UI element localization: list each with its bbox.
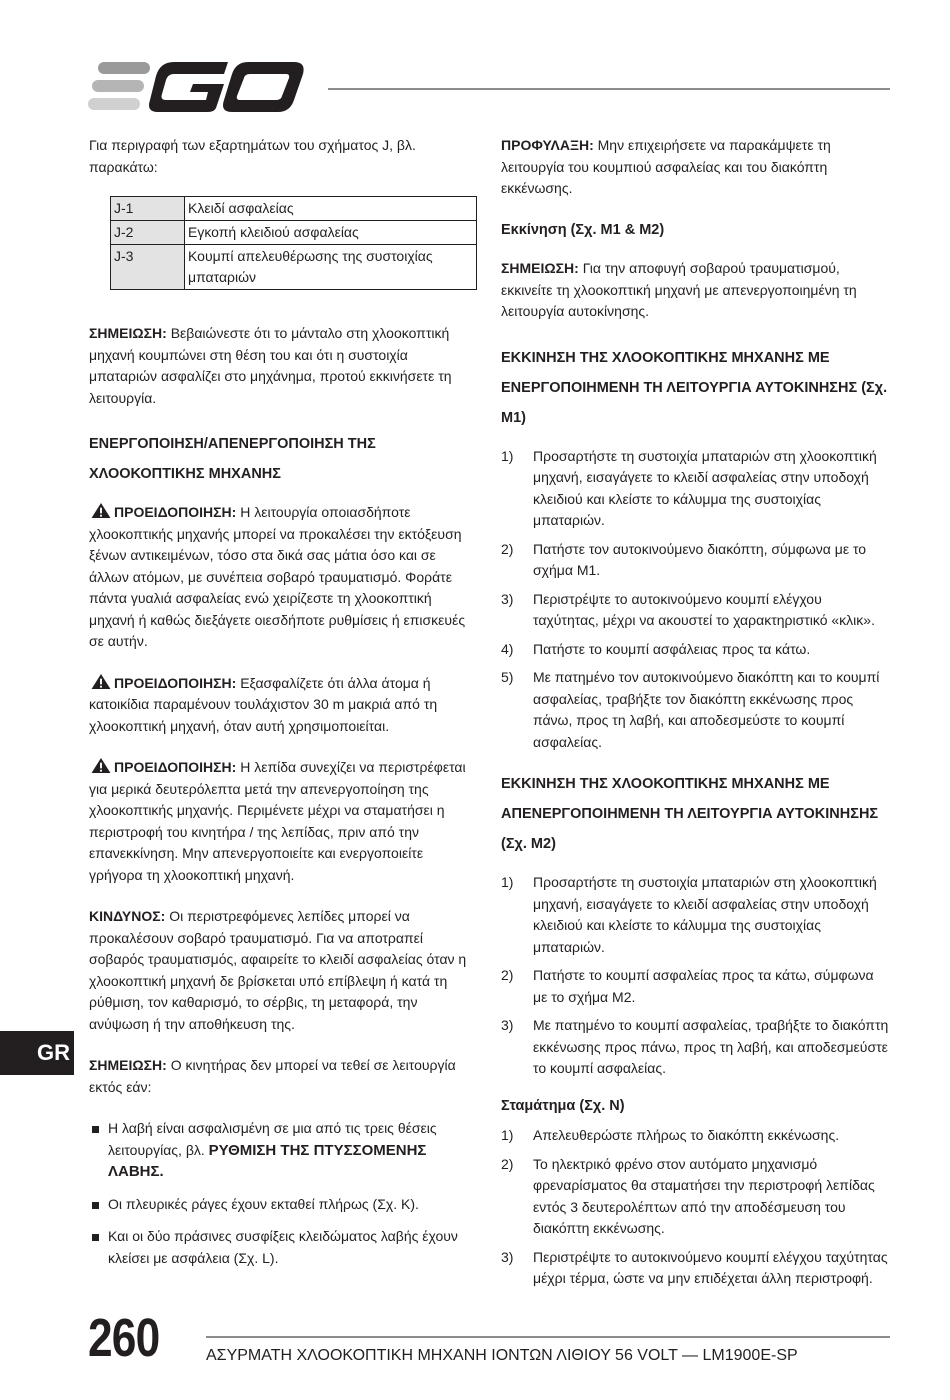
list-item: Και οι δύο πράσινες συσφίξεις κλειδώματος λαβής έχουν κλείσει με ασφάλεια (Σχ. L). [89, 1226, 477, 1269]
warning-text: Η λεπίδα συνεχίζει να περιστρέφεται για μερικά δευτερόλεπτα μετά την απενεργοποίηση της χλοοκοπτικής μηχανής. Περιμένετε μέχρι να σταματήσει η περιστροφή του κινητήρα / της λεπίδας, πριν από την επανεκκίνηση. Μην απενεργοποιείτε και ενεργοποιείτε γρήγορα τη χλοοκοπτική μηχανή. [89, 759, 466, 883]
steps-stop [501, 1125, 891, 1290]
subheading-stop: Σταμάτημα (Σχ. N) [501, 1097, 625, 1114]
note-label: ΣΗΜΕΙΩΣΗ: [501, 260, 579, 276]
list-item: 1) Προσαρτήστε τη συστοιχία μπαταριών στη χλοοκοπτική μηχανή, εισαγάγετε το κλειδί ασφαλείας στην υποδοχή κλειδιού και κλείστε το κάλυμμα της συστοιχίας μπαταριών. [501, 447, 877, 528]
list-item: 2) Πατήστε το κουμπί ασφαλείας προς τα κάτω, σύμφωνα με το σχήμα M2. [501, 967, 874, 1005]
section-heading-start-m2: ΕΚΚΙΝΗΣΗ ΤΗΣ ΧΛΟΟΚΟΠΤΙΚΗΣ ΜΗΧΑΝΗΣ ΜΕ ΑΠΕΝΕΡΓΟΠΟΙΗΜΕΝΗ ΤΗ ΛΕΙΤΟΥΡΓΙΑ ΑΥΤΟΚΙΝΗΣΗΣ (Σχ. M2) [501, 776, 879, 852]
page-number: 260 [88, 1308, 160, 1368]
note-label: ΣΗΜΕΙΩΣΗ: [89, 1057, 167, 1073]
parts-table [110, 196, 477, 290]
steps-m1 [501, 446, 891, 754]
list-item: 5) Με πατημένο τον αυτοκινούμενο διακόπτη και το κουμπί ασφαλείας, τραβήξτε τον διακόπτη εκκένωσης προς πάνω, προς τη λαβή, και αποδεσμεύστε το κουμπί ασφαλείας. [501, 669, 880, 750]
warning-label: ΠΡΟΕΙΔΟΠΟΙΗΣΗ: [114, 674, 237, 691]
warning-triangle-icon [90, 502, 112, 519]
note-text: Ο κινητήρας δεν μπορεί να τεθεί σε λειτουργία εκτός εάν: [89, 1057, 456, 1095]
cross-reference: ΡΥΘΜΙΣΗ ΤΗΣ ΠΤΥΣΣΟΜΕΝΗΣ ΛΑΒΗΣ. [108, 1141, 427, 1180]
danger-blades [89, 906, 477, 1035]
header-rule [328, 88, 890, 90]
footer-title: ΑΣΥΡΜΑΤΗ ΧΛΟΟΚΟΠΤΙΚΗ ΜΗΧΑΝΗ ΙΟΝΤΩΝ ΛΙΘΙΟΥ 56 VOLT — LM1900E-SP [206, 1347, 798, 1364]
section-heading-on-off: ΕΝΕΡΓΟΠΟΙΗΣΗ/ΑΠΕΝΕΡΓΟΠΟΙΗΣΗ ΤΗΣ ΧΛΟΟΚΟΠΤΙΚΗΣ ΜΗΧΑΝΗΣ [89, 436, 376, 482]
part-desc: Κλειδί ασφαλείας [185, 197, 477, 221]
warning-label: ΠΡΟΕΙΔΟΠΟΙΗΣΗ: [114, 504, 237, 520]
note-motor [89, 1055, 477, 1098]
warning-text: Η λειτουργία οποιασδήποτε χλοοκοπτικής μηχανής μπορεί να προκαλέσει την εκτόξευση ξένων αντικειμένων, τόσο στα δικά σας μάτια όσο και σε άλλων ατόμων, με συνέπεια σοβαρό τραυματισμό. Φοράτε πάντα γυαλιά ασφαλείας ενώ χειρίζεστε τη χλοοκοπτική μηχανή ή καθώς διεξάγετε οιεσδήποτε ρυθμίσεις ή επισκευές σε αυτήν. [89, 504, 466, 649]
list-item: 1) Απελευθερώστε πλήρως το διακόπτη εκκένωσης. [501, 1127, 840, 1143]
list-item: 3) Με πατημένο το κουμπί ασφαλείας, τραβήξτε το διακόπτη εκκένωσης προς πάνω, προς τη λαβή, και αποδεσμεύστε το κουμπί ασφαλείας. [501, 1017, 889, 1076]
part-code: J-1 [111, 197, 185, 221]
footer-rule [206, 1336, 890, 1338]
warning-triangle-icon [90, 757, 112, 774]
note-label: ΣΗΜΕΙΩΣΗ: [89, 325, 167, 341]
warning-distance [89, 673, 477, 738]
left-column [89, 135, 477, 1280]
warning-triangle-icon [90, 673, 112, 690]
warning-text: Εξασφαλίζετε ότι άλλα άτομα ή κατοικίδια παραμένουν τουλάχιστον 30 m μακριά από τη χλοοκοπτική μηχανή, όταν αυτή χρησιμοποιείται. [89, 674, 438, 734]
warning-label: ΠΡΟΕΙΔΟΠΟΙΗΣΗ: [114, 759, 237, 775]
steps-m2 [501, 872, 891, 1080]
language-tab: GR [0, 1031, 74, 1075]
warning-blade-spin [89, 757, 477, 886]
list-item: 1) Προσαρτήστε τη συστοιχία μπαταριών στη χλοοκοπτική μηχανή, εισαγάγετε το κλειδί ασφαλείας στην υποδοχή κλειδιού και κλείστε το κάλυμμα της συστοιχίας μπαταριών. [501, 874, 877, 955]
ego-logo [88, 60, 306, 114]
list-item: Η λαβή είναι ασφαλισμένη σε μια από τις τρεις θέσεις λειτουργίας, βλ. ΡΥΘΜΙΣΗ ΤΗΣ ΠΤΥΣΣΟΜΕΝΗΣ ΛΑΒΗΣ. [89, 1118, 477, 1183]
note-text: Για την αποφυγή σοβαρού τραυματισμού, εκκινείτε τη χλοοκοπτική μηχανή με απενεργοποιημένη τη λειτουργία αυτοκίνησης. [501, 260, 857, 319]
part-code: J-3 [111, 245, 185, 290]
list-item: Οι πλευρικές ράγες έχουν εκταθεί πλήρως (Σχ. K). [89, 1194, 477, 1216]
right-column [501, 135, 891, 1306]
caution-label: ΠΡΟΦΥΛΑΞΗ: [501, 137, 594, 153]
section-heading-start-m1: ΕΚΚΙΝΗΣΗ ΤΗΣ ΧΛΟΟΚΟΠΤΙΚΗΣ ΜΗΧΑΝΗΣ ΜΕ ΕΝΕΡΓΟΠΟΙΗΜΕΝΗ ΤΗ ΛΕΙΤΟΥΡΓΙΑ ΑΥΤΟΚΙΝΗΣΗΣ (Σχ. M1) [501, 349, 888, 426]
danger-label: ΚΙΝΔΥΝΟΣ: [89, 908, 166, 924]
list-item: 4) Πατήστε το κουμπί ασφάλειας προς τα κάτω. [501, 640, 811, 657]
list-item: 3) Περιστρέψτε το αυτοκινούμενο κουμπί ελέγχου ταχύτητας μέχρι τέρμα, ώστε να μην επιδέχεται άλλη περιστροφή. [501, 1248, 888, 1286]
conditions-list [89, 1118, 477, 1269]
table-row [111, 245, 477, 290]
list-item: 3) Περιστρέψτε το αυτοκινούμενο κουμπί ελέγχου ταχύτητας, μέχρι να ακουστεί το χαρακτηριστικό «κλικ». [501, 590, 875, 628]
note-start [501, 258, 891, 323]
subheading-start: Εκκίνηση (Σχ. M1 & M2) [501, 221, 665, 238]
caution-bypass [501, 135, 891, 200]
list-item: 2) Πατήστε τον αυτοκινούμενο διακόπτη, σύμφωνα με το σχήμα M1. [501, 540, 867, 578]
note-latch [89, 323, 477, 409]
intro-text: Για περιγραφή των εξαρτημάτων του σχήματος J, βλ. παρακάτω: [89, 137, 416, 175]
part-desc: Εγκοπή κλειδιού ασφαλείας [185, 221, 477, 245]
note-text: Βεβαιώνεστε ότι το μάνταλο στη χλοοκοπτική μηχανή κουμπώνει στη θέση του και ότι η συστοιχία μπαταριών ασφαλίζει στο μηχάνημα, προτού εκκινήσετε τη λειτουργία. [89, 325, 452, 406]
table-row [111, 197, 477, 221]
warning-objects [89, 502, 477, 653]
part-code: J-2 [111, 221, 185, 245]
list-item: 2) Το ηλεκτρικό φρένο στον αυτόματο μηχανισμό φρεναρίσματος θα σταματήσει την περιστροφή λεπίδας εντός 3 δευτερολέπτων από την αποδέσμευση του διακόπτη εκκένωσης. [501, 1155, 875, 1236]
table-row [111, 221, 477, 245]
part-desc: Κουμπί απελευθέρωσης της συστοιχίας μπαταριών [185, 245, 477, 290]
danger-text: Οι περιστρεφόμενες λεπίδες μπορεί να προκαλέσουν σοβαρό τραυματισμό. Για να αποτραπεί σοβαρός τραυματισμός, αφαιρείτε το κλειδί ασφαλείας όταν η χλοοκοπτική μηχανή δε βρίσκεται υπό επίβλεψη ή κατά τη ρύθμιση, τον καθαρισμό, το σέρβις, τη μεταφορά, την ανύψωση ή την αποθήκευση της. [89, 908, 467, 1032]
caution-text: Μην επιχειρήσετε να παρακάμψετε τη λειτουργία του κουμπιού ασφαλείας και του διακόπτη εκκένωσης. [501, 137, 831, 196]
